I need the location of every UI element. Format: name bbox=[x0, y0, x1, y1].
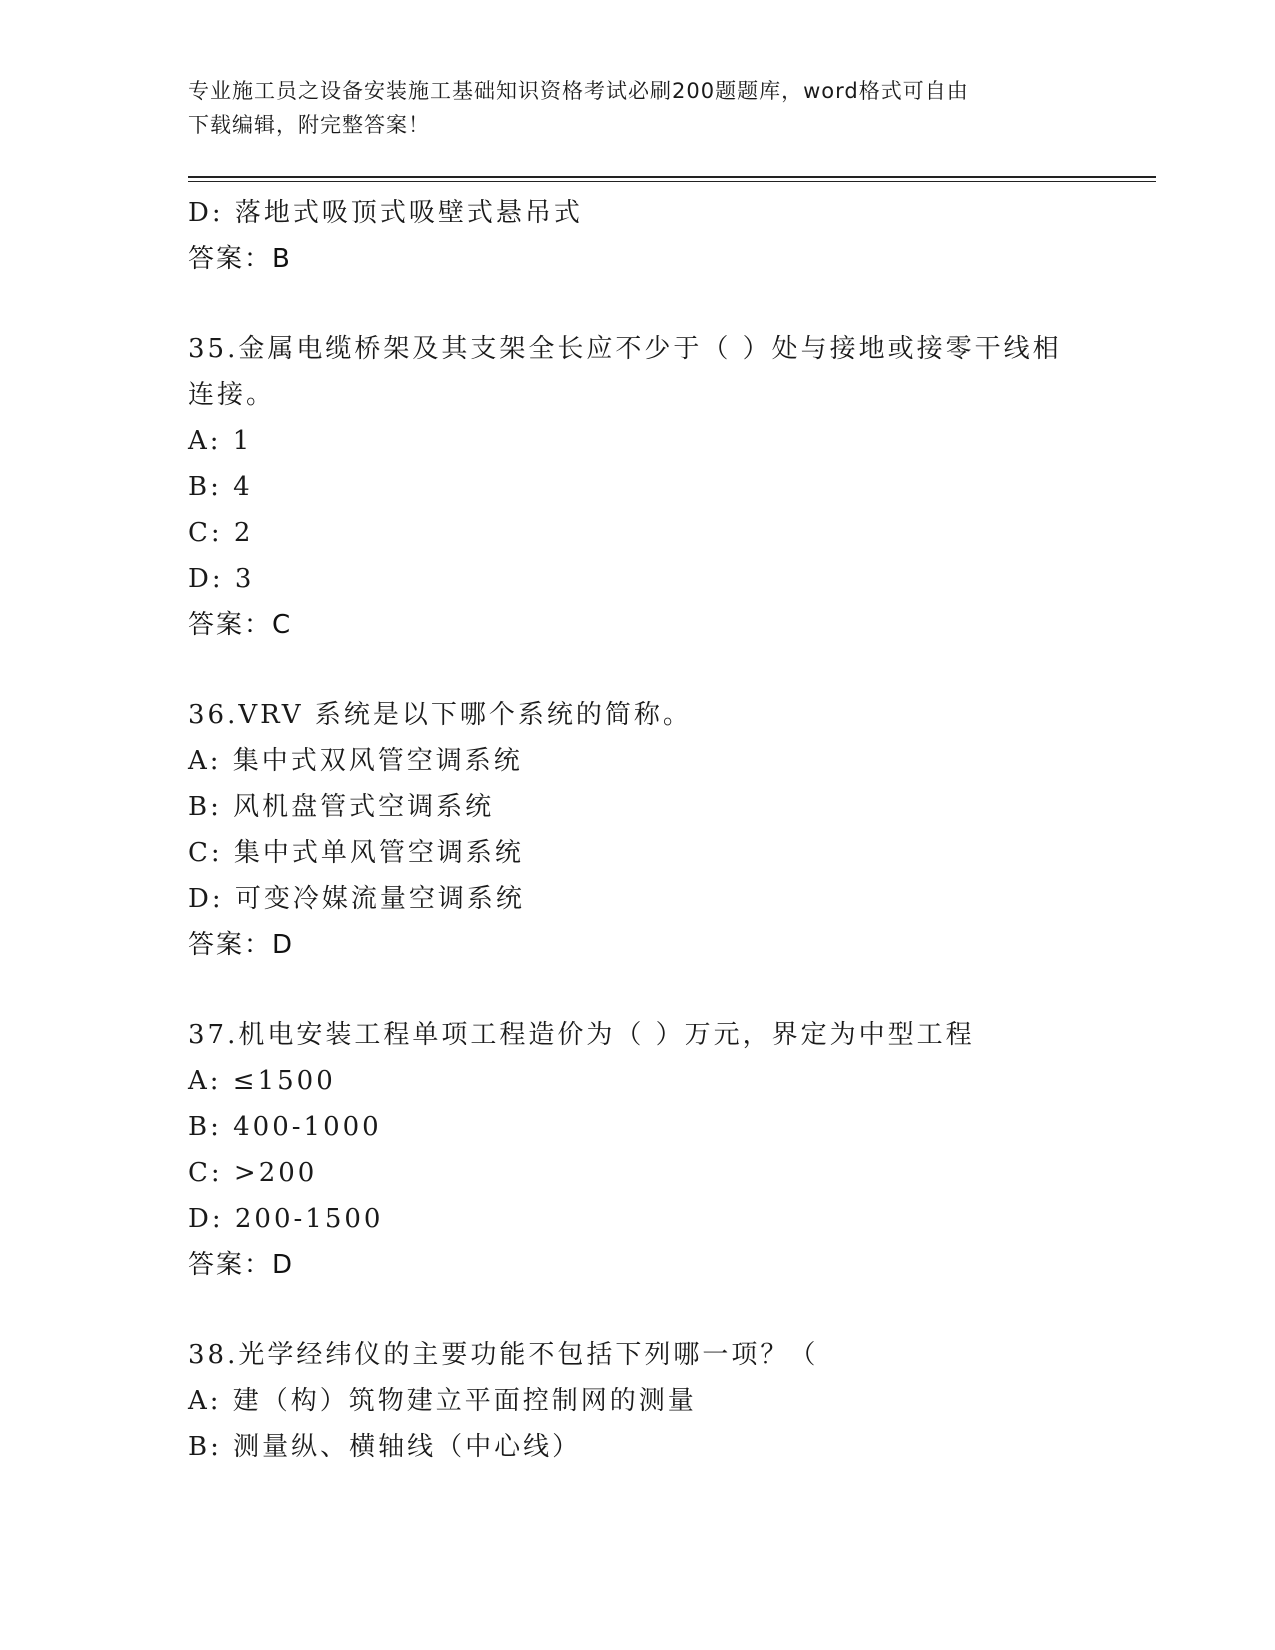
header-divider-thin bbox=[188, 181, 1156, 182]
spacer bbox=[188, 968, 1088, 1012]
option-d: D: 200-1500 bbox=[188, 1204, 384, 1234]
question-38 bbox=[188, 1332, 1088, 1470]
answer-line: 答案：D bbox=[188, 930, 295, 960]
question-list bbox=[188, 190, 1088, 1470]
question-stem: 38.光学经纬仪的主要功能不包括下列哪一项？（ bbox=[188, 1340, 819, 1370]
option-b: B: 4 bbox=[188, 472, 253, 502]
spacer bbox=[188, 1288, 1088, 1332]
question-37 bbox=[188, 1012, 1088, 1288]
question-stem: 35.金属电缆桥架及其支架全长应不少于（ ）处与接地或接零干线相 bbox=[188, 334, 1062, 364]
option-b: B: 400-1000 bbox=[188, 1112, 382, 1142]
header-line-2: 下载编辑，附完整答案！ bbox=[188, 113, 430, 137]
question-stem: 36.VRV 系统是以下哪个系统的简称。 bbox=[188, 700, 692, 730]
question-stem-continued: 连接。 bbox=[188, 380, 276, 410]
option-d: D: 落地式吸顶式吸壁式悬吊式 bbox=[188, 198, 583, 228]
option-a: A: 建（构）筑物建立平面控制网的测量 bbox=[188, 1386, 697, 1416]
option-d: D: 3 bbox=[188, 564, 255, 594]
option-b: B: 风机盘管式空调系统 bbox=[188, 792, 495, 822]
question-34-tail bbox=[188, 190, 1088, 282]
option-b: B: 测量纵、横轴线（中心线） bbox=[188, 1432, 582, 1462]
question-36 bbox=[188, 692, 1088, 968]
option-a: A: ≤1500 bbox=[188, 1066, 336, 1096]
option-a: A: 1 bbox=[188, 426, 253, 456]
option-c: C: >200 bbox=[188, 1158, 318, 1188]
answer-line: 答案：D bbox=[188, 1250, 295, 1280]
option-d: D: 可变冷媒流量空调系统 bbox=[188, 884, 525, 914]
header-line-1: 专业施工员之设备安装施工基础知识资格考试必刷200题题库，word格式可自由 bbox=[188, 79, 969, 103]
answer-line: 答案：C bbox=[188, 610, 293, 640]
header-divider-thick bbox=[188, 176, 1156, 178]
question-35 bbox=[188, 326, 1088, 648]
answer-line: 答案：B bbox=[188, 244, 292, 274]
option-c: C: 2 bbox=[188, 518, 254, 548]
question-stem: 37.机电安装工程单项工程造价为（ ）万元，界定为中型工程 bbox=[188, 1020, 975, 1050]
spacer bbox=[188, 648, 1088, 692]
option-c: C: 集中式单风管空调系统 bbox=[188, 838, 524, 868]
document-header bbox=[188, 74, 1068, 142]
spacer bbox=[188, 282, 1088, 326]
option-a: A: 集中式双风管空调系统 bbox=[188, 746, 523, 776]
